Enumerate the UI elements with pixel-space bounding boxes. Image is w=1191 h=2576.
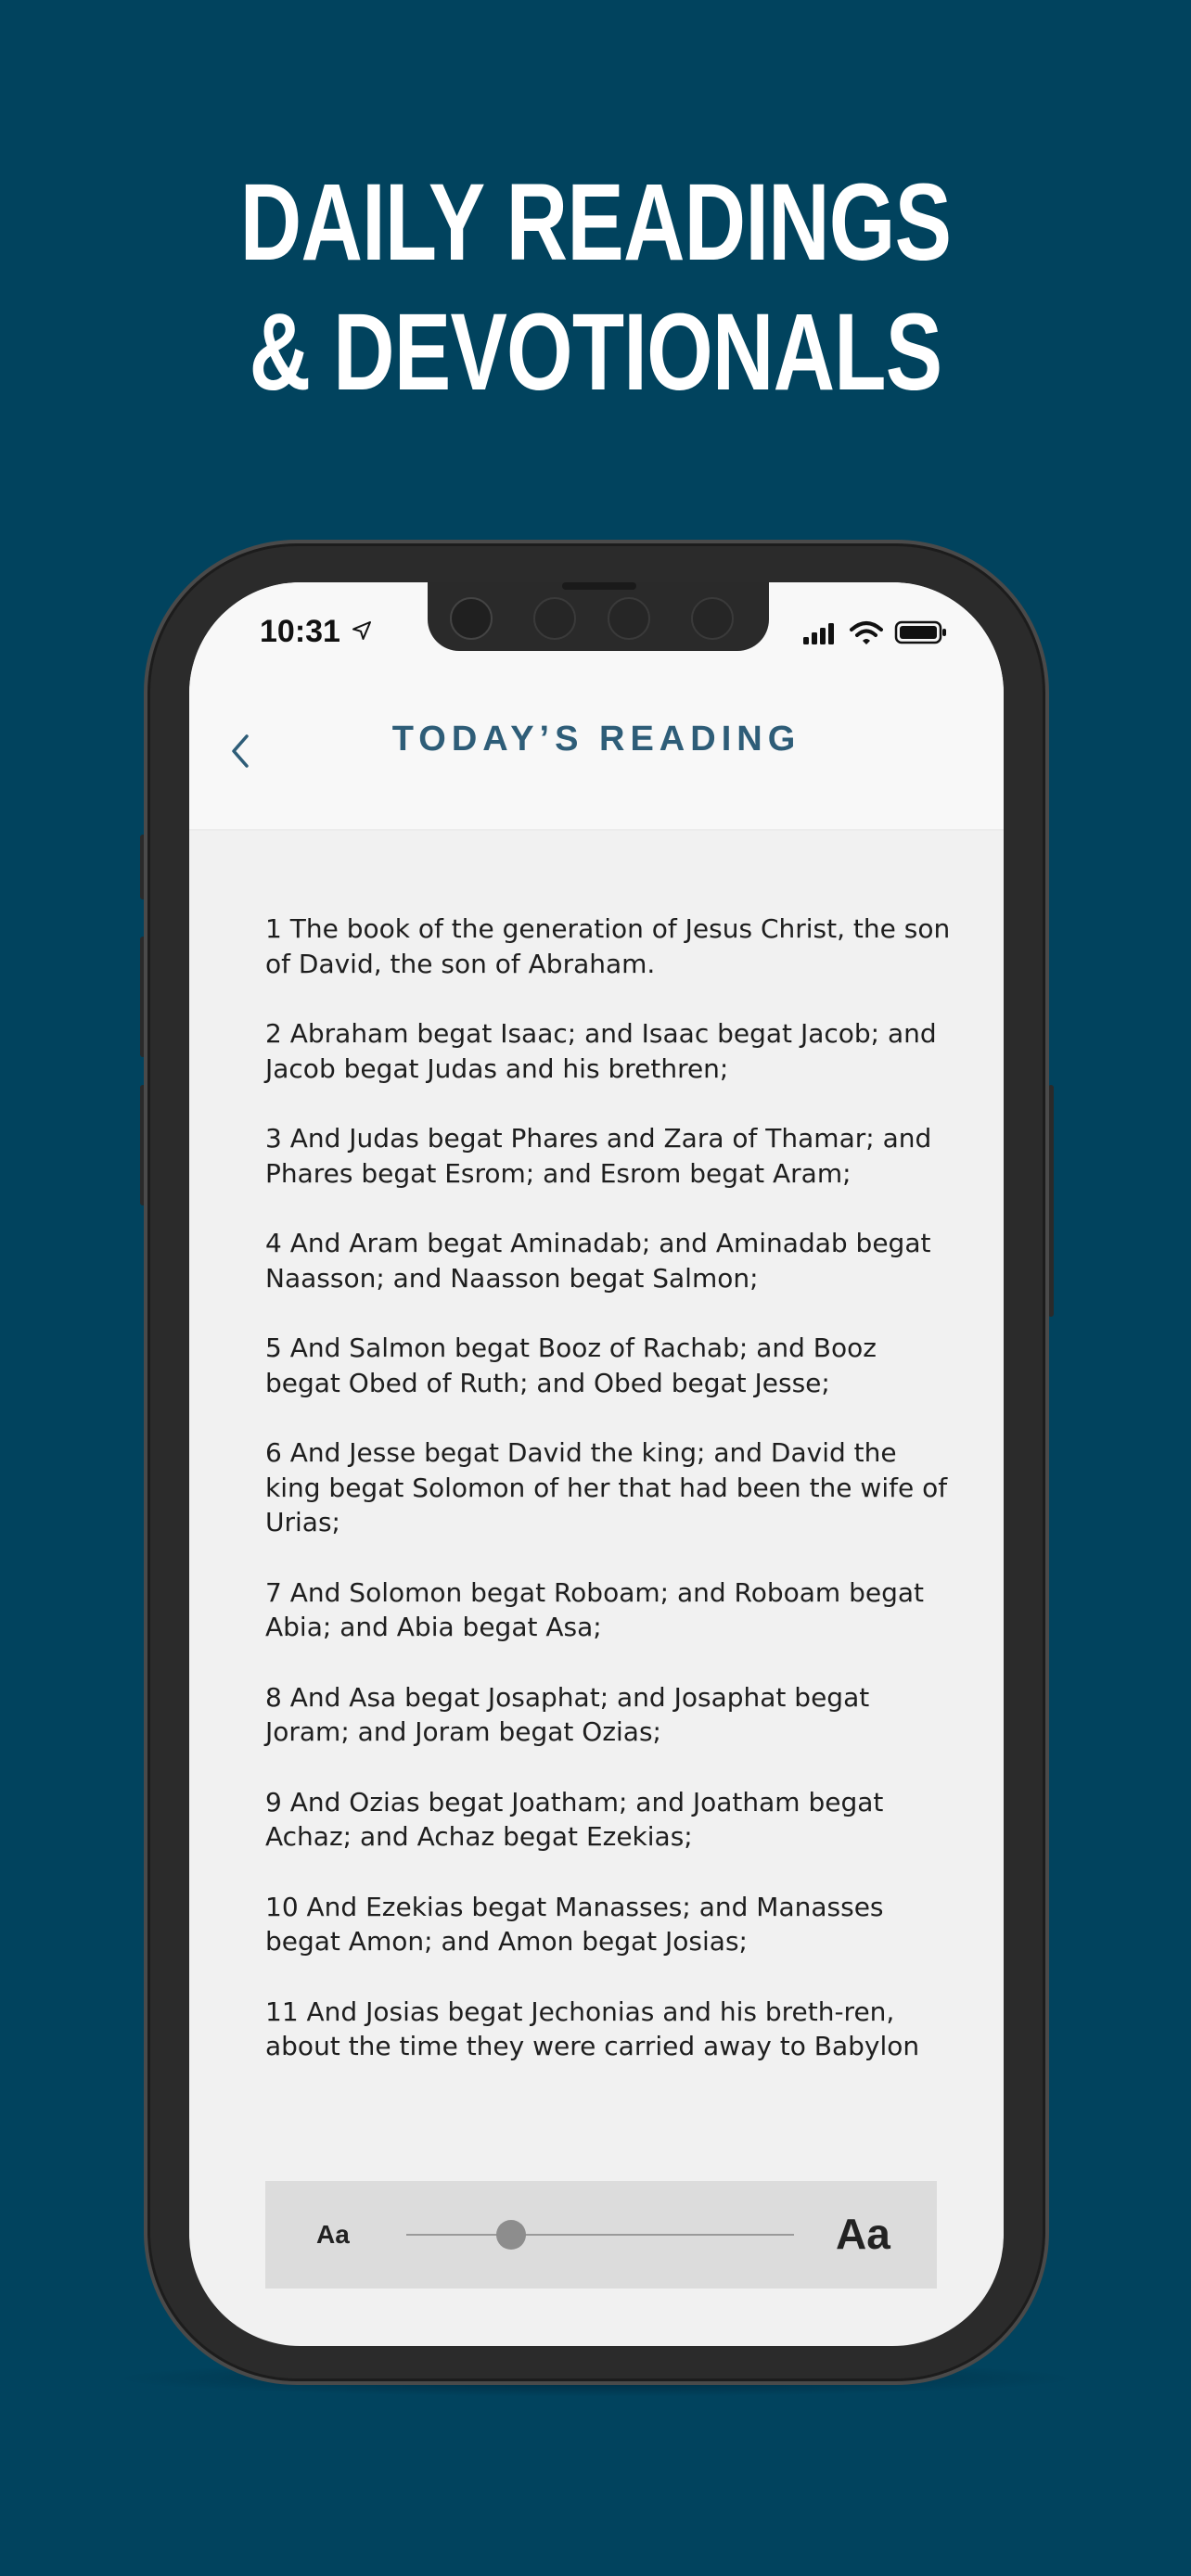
header-divider	[189, 829, 1004, 831]
battery-icon	[894, 619, 948, 645]
font-size-control	[265, 2181, 937, 2289]
headline-line-2: & DEVOTIONALS	[249, 291, 942, 414]
nav-header	[189, 675, 1004, 831]
font-size-slider-thumb[interactable]	[496, 2220, 526, 2250]
promo-headline	[131, 158, 1060, 417]
verse-paragraph: 9 And Ozias begat Joatham; and Joatham begat Achaz; and Achaz begat Ezekias;	[265, 1786, 884, 1852]
verse-paragraph: 3 And Judas begat Phares and Zara of Thamar; and Phares begat Esrom; and Esrom begat Aram;	[265, 1123, 932, 1189]
cellular-signal-icon	[801, 621, 839, 645]
phone-notch	[428, 582, 769, 651]
verse-paragraph: 11 And Josias begat Jechonias and his breth-ren, about the time they were carried away to Babylon	[265, 1996, 920, 2061]
verse-paragraph: 6 And Jesse begat David the king; and David the king begat Solomon of her that had been the wife of Urias;	[265, 1437, 948, 1537]
verse-paragraph: 5 And Salmon begat Booz of Rachab; and Booz begat Obed of Ruth; and Obed begat Jesse;	[265, 1333, 877, 1398]
verse-paragraph: 4 And Aram begat Aminadab; and Aminadab begat Naasson; and Naasson begat Salmon;	[265, 1228, 931, 1294]
verse-paragraph: 10 And Ezekias begat Manasses; and Manasses begat Amon; and Amon begat Josias;	[265, 1891, 884, 1957]
notch-sensor	[608, 597, 650, 640]
reading-text	[265, 912, 952, 2099]
phone-screen	[189, 582, 1004, 2346]
verse-paragraph: 1 The book of the generation of Jesus Christ, the son of David, the son of Abraham.	[265, 913, 951, 979]
location-arrow-icon	[351, 619, 373, 642]
headline-line-1: DAILY READINGS	[239, 161, 952, 284]
status-time: 10:31	[260, 614, 340, 649]
verse-paragraph: 2 Abraham begat Isaac; and Isaac begat Jacob; and Jacob begat Judas and his brethren;	[265, 1018, 937, 1084]
wifi-icon	[848, 619, 885, 647]
notch-sensor	[533, 597, 576, 640]
page-title: TODAY’S READING	[391, 720, 801, 759]
earpiece-speaker	[562, 582, 636, 590]
verse-paragraph: 8 And Asa begat Josaphat; and Josaphat begat Joram; and Joram begat Ozias;	[265, 1681, 870, 1747]
notch-sensor	[691, 597, 734, 640]
font-size-slider-track[interactable]	[406, 2234, 794, 2236]
decrease-font-size-label[interactable]: Aa	[316, 2220, 350, 2249]
increase-font-size-label[interactable]: Aa	[836, 2210, 890, 2258]
verse-paragraph: 7 And Solomon begat Roboam; and Roboam begat Abia; and Abia begat Asa;	[265, 1576, 925, 1642]
front-camera	[450, 597, 493, 640]
